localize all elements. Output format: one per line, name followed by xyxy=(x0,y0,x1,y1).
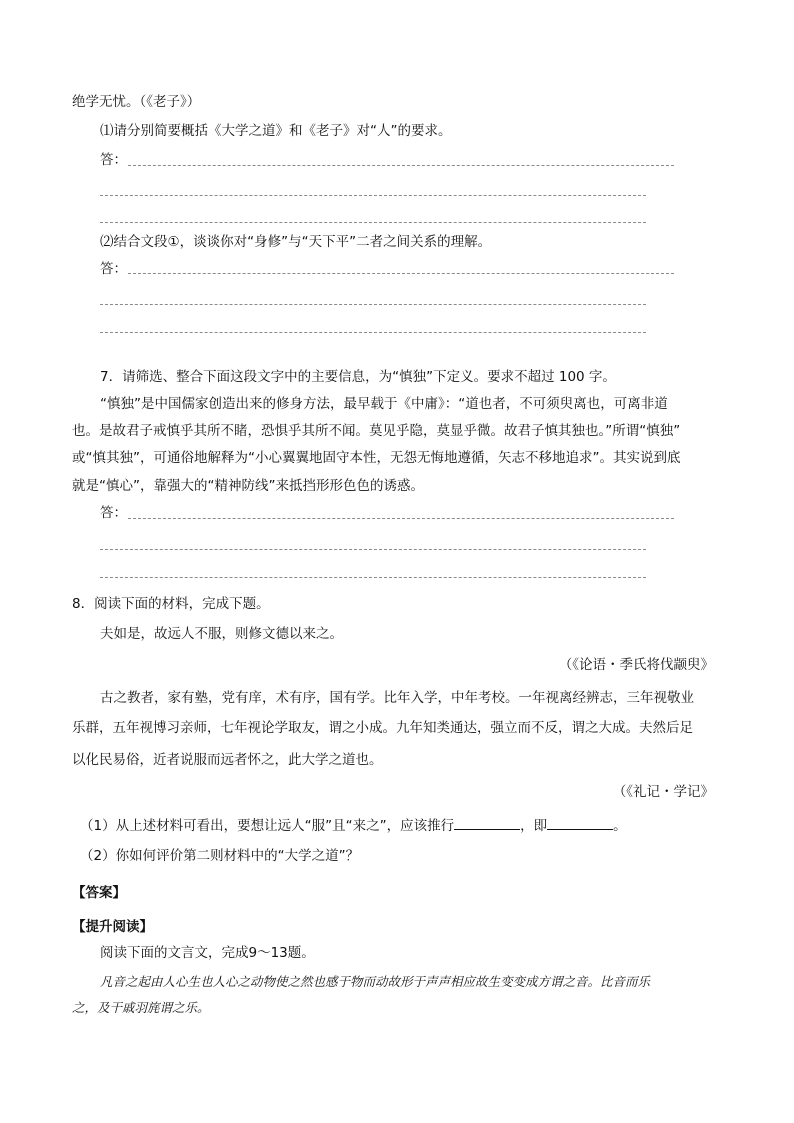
answer-line xyxy=(100,195,646,196)
answer-line xyxy=(128,273,674,274)
q7-title: 7．请筛选、整合下面这段文字中的主要信息，为“慎独”下定义。要求不超过 100 字。 xyxy=(100,369,616,385)
q8-source-1: （《论语・季氏将伐颛臾》 xyxy=(558,657,714,673)
q8-sub1-text: ，即 xyxy=(520,818,548,834)
q8-sub1-text: （1）从上述材料可看出，要想让远人“服”且“来之”，应该推行 xyxy=(80,818,455,834)
fill-blank[interactable] xyxy=(547,815,613,830)
q8-material-1: 夫如是，故远人不服，则修文德以来之。 xyxy=(100,626,343,642)
fill-blank[interactable] xyxy=(454,815,520,830)
advance-header: 【提升阅读】 xyxy=(72,919,153,935)
answer-header: 【答案】 xyxy=(72,885,126,901)
q7-passage-line: 或“慎其独”，可通俗地解释为“小心翼翼地固守本性，无怨无悔地遵循，矢志不移地追求”。其实说到底 xyxy=(72,450,681,466)
classical-text-line: 之，及干戚羽旄谓之乐。 xyxy=(72,1000,210,1015)
q7-passage-line: 也。是故君子戒慎乎其所不睹，恐惧乎其所不闻。莫见乎隐，莫显乎微。故君子慎其独也。”所谓“慎独” xyxy=(72,423,681,439)
answer-line xyxy=(100,304,646,305)
answer-label: 答： xyxy=(100,261,127,277)
q8-sub1 xyxy=(80,815,627,836)
q6-sub2: ⑵结合文段①，谈谈你对“身修”与“天下平”二者之间关系的理解。 xyxy=(100,234,492,250)
q6-sub1: ⑴请分别简要概括《大学之道》和《老子》对“人”的要求。 xyxy=(100,123,452,139)
q8-source-2: （《礼记・学记》 xyxy=(612,784,714,800)
p1: 绝学无忧。（《老子》） xyxy=(72,94,201,110)
advance-intro: 阅读下面的文言文，完成9～13题。 xyxy=(100,945,315,961)
answer-line xyxy=(100,577,646,578)
q7-passage-line: “慎独”是中国儒家创造出来的修身方法，最早载于《中庸》：“道也者，不可须臾离也，可离非道 xyxy=(100,396,668,412)
answer-line xyxy=(100,332,646,333)
q8-material-2-line: 乐群，五年视博习亲师，七年视论学取友，谓之小成。九年知类通达，强立而不反，谓之大成。夫然后足 xyxy=(72,720,693,736)
answer-label: 答： xyxy=(100,152,127,168)
answer-line xyxy=(128,518,674,519)
q8-sub1-text: 。 xyxy=(613,818,627,834)
answer-line xyxy=(100,222,646,223)
q8-sub2: （2）你如何评价第二则材料中的“大学之道”？ xyxy=(80,848,360,864)
classical-text-line: 凡音之起由人心生也人心之动物使之然也感于物而动故形于声声相应故生变变成方谓之音。比音而乐 xyxy=(100,974,651,989)
answer-label: 答： xyxy=(100,505,127,521)
q8-title: 8．阅读下面的材料，完成下题。 xyxy=(72,596,270,612)
q8-material-2-line: 古之教者，家有塾，党有庠，术有序，国有学。比年入学，中年考校。一年视离经辨志，三年视敬业 xyxy=(100,690,694,706)
answer-line xyxy=(100,549,646,550)
q8-material-2-line: 以化民易俗，近者说服而远者怀之，此大学之道也。 xyxy=(72,752,383,768)
answer-line xyxy=(128,165,674,166)
q7-passage-line: 就是“慎心”，靠强大的“精神防线”来抵挡形形色色的诱惑。 xyxy=(72,478,424,494)
